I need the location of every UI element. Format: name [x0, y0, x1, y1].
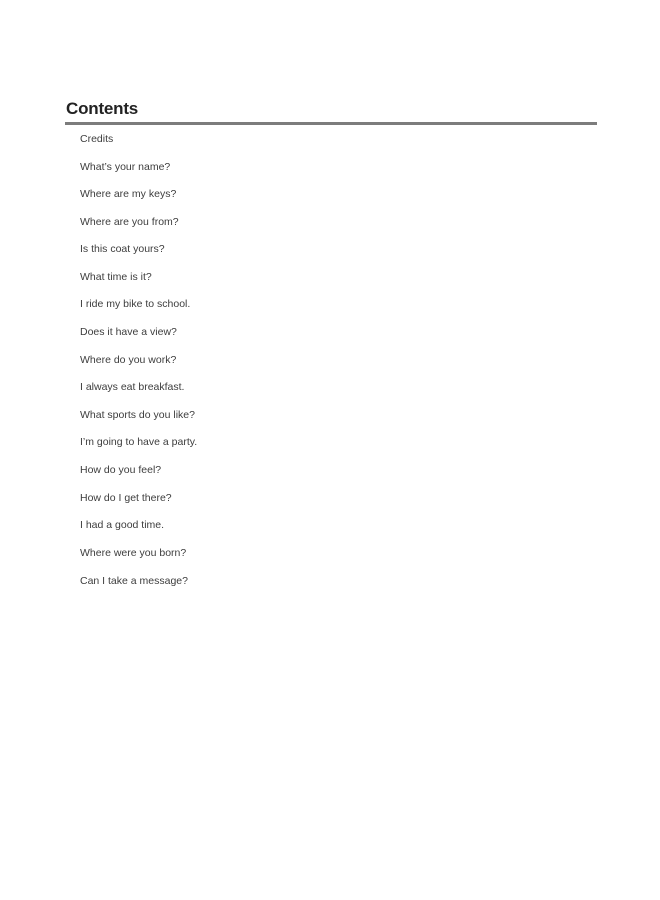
entry-title: Where are my keys?: [80, 188, 177, 200]
page-title: Contents: [66, 99, 139, 118]
toc-entry[interactable]: [0, 380, 260, 394]
entry-title: Is this coat yours?: [80, 243, 165, 255]
entry-title: How do you feel?: [80, 464, 162, 476]
toc-entry[interactable]: [0, 518, 260, 532]
toc-entry[interactable]: [0, 297, 260, 311]
toc-entry[interactable]: [0, 546, 260, 560]
entry-title: I ride my bike to school.: [80, 298, 191, 310]
entry-title: Where do you work?: [80, 354, 177, 366]
entry-title: Can I take a message?: [80, 575, 188, 587]
toc-entry[interactable]: [0, 463, 260, 477]
toc-entry[interactable]: [0, 270, 260, 284]
toc-entry[interactable]: [0, 187, 260, 201]
toc-entry[interactable]: [0, 435, 260, 449]
toc-entry[interactable]: [0, 215, 260, 229]
entry-title: Credits: [80, 133, 114, 145]
toc-entry[interactable]: [0, 491, 260, 505]
entry-title: Does it have a view?: [80, 326, 177, 338]
entry-title: Where are you from?: [80, 216, 179, 228]
toc-entry[interactable]: [0, 574, 260, 588]
title-divider: [65, 122, 597, 125]
entry-title: What’s your name?: [80, 161, 171, 173]
toc-entry[interactable]: [0, 325, 260, 339]
toc-entry[interactable]: [0, 160, 260, 174]
entry-title: Where were you born?: [80, 547, 187, 559]
entry-title: How do I get there?: [80, 492, 172, 504]
entry-title: I’m going to have a party.: [80, 436, 198, 448]
entry-title: I always eat breakfast.: [80, 381, 185, 393]
entry-title: What sports do you like?: [80, 409, 195, 421]
entry-title: What time is it?: [80, 271, 152, 283]
toc-entry[interactable]: [0, 353, 260, 367]
entry-title: I had a good time.: [80, 519, 165, 531]
toc-entry-credits[interactable]: [0, 132, 260, 146]
toc-entry[interactable]: [0, 408, 260, 422]
toc-entry[interactable]: [0, 242, 260, 256]
